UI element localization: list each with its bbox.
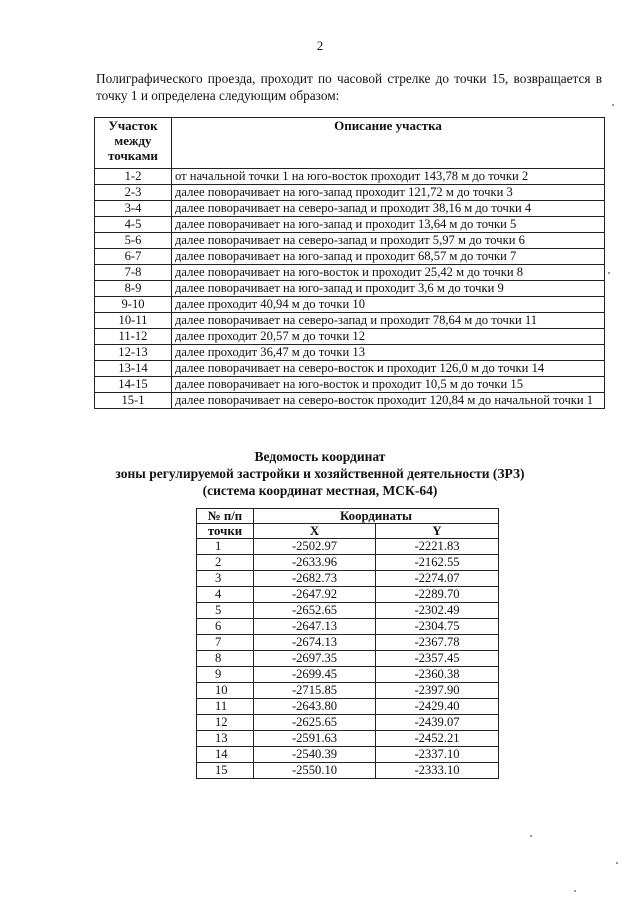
description-cell: далее поворачивает на юго-запад и проходит 3,6 м до точки 9 <box>172 281 605 297</box>
table-row <box>197 619 499 635</box>
table-row <box>197 571 499 587</box>
coordinates-table <box>196 508 499 779</box>
x-coordinate-cell: -2699.45 <box>254 667 376 683</box>
y-coordinate-cell: -2367.78 <box>376 635 499 651</box>
description-cell: далее поворачивает на северо-восток проходит 120,84 м до начальной точки 1 <box>172 393 605 409</box>
table-row <box>95 393 605 409</box>
description-cell: далее поворачивает на северо-восток и проходит 126,0 м до точки 14 <box>172 361 605 377</box>
segment-cell: 10-11 <box>95 313 172 329</box>
scan-speck <box>530 835 532 837</box>
point-number-cell: 12 <box>197 715 254 731</box>
table-row <box>197 603 499 619</box>
table-row <box>95 265 605 281</box>
y-coordinate-cell: -2429.40 <box>376 699 499 715</box>
intro-paragraph: Полиграфического проезда, проходит по часовой стрелке до точки 15, возвращается в точку 1 и определена следующим образом: <box>96 71 602 103</box>
table-row <box>95 377 605 393</box>
description-cell: далее поворачивает на юго-запад и проходит 13,64 м до точки 5 <box>172 217 605 233</box>
segment-cell: 1-2 <box>95 169 172 185</box>
point-number-header: № п/п <box>197 509 254 524</box>
coordinates-title-line3: (система координат местная, МСК-64) <box>202 483 438 498</box>
table-row <box>95 345 605 361</box>
x-coordinate-cell: -2502.97 <box>254 539 376 555</box>
table-row <box>95 249 605 265</box>
table-row <box>95 217 605 233</box>
table-row <box>197 555 499 571</box>
scan-speck <box>616 862 618 864</box>
segment-cell: 4-5 <box>95 217 172 233</box>
scan-speck <box>608 272 610 274</box>
y-coordinate-cell: -2221.83 <box>376 539 499 555</box>
segment-cell: 2-3 <box>95 185 172 201</box>
y-coordinate-cell: -2304.75 <box>376 619 499 635</box>
segment-cell: 13-14 <box>95 361 172 377</box>
table-row <box>197 731 499 747</box>
x-coordinate-cell: -2674.13 <box>254 635 376 651</box>
description-cell: далее поворачивает на юго-восток и проходит 10,5 м до точки 15 <box>172 377 605 393</box>
y-coordinate-cell: -2274.07 <box>376 571 499 587</box>
coordinates-header-row-1 <box>197 509 499 524</box>
page-number: 2 <box>316 38 324 53</box>
description-cell: далее проходит 20,57 м до точки 12 <box>172 329 605 345</box>
description-cell: далее проходит 40,94 м до точки 10 <box>172 297 605 313</box>
y-coordinate-cell: -2162.55 <box>376 555 499 571</box>
y-coordinate-cell: -2357.45 <box>376 651 499 667</box>
segment-cell: 9-10 <box>95 297 172 313</box>
x-coordinate-cell: -2652.65 <box>254 603 376 619</box>
coordinates-title-line1: Ведомость координат <box>254 449 386 464</box>
x-coordinate-cell: -2647.13 <box>254 619 376 635</box>
table-row <box>95 201 605 217</box>
x-coordinate-cell: -2697.35 <box>254 651 376 667</box>
point-number-cell: 5 <box>197 603 254 619</box>
segment-cell: 5-6 <box>95 233 172 249</box>
description-cell: далее поворачивает на северо-запад и проходит 38,16 м до точки 4 <box>172 201 605 217</box>
description-cell: от начальной точки 1 на юго-восток проходит 143,78 м до точки 2 <box>172 169 605 185</box>
segments-table <box>94 117 605 409</box>
point-number-cell: 4 <box>197 587 254 603</box>
description-cell: далее поворачивает на северо-запад и проходит 78,64 м до точки 11 <box>172 313 605 329</box>
table-row <box>197 715 499 731</box>
table-row <box>95 169 605 185</box>
table-row <box>197 651 499 667</box>
table-row <box>197 763 499 779</box>
x-coordinate-cell: -2550.10 <box>254 763 376 779</box>
point-number-cell: 6 <box>197 619 254 635</box>
coordinates-group-header: Координаты <box>254 509 499 524</box>
point-number-cell: 13 <box>197 731 254 747</box>
point-number-cell: 2 <box>197 555 254 571</box>
segment-cell: 12-13 <box>95 345 172 361</box>
y-coordinate-cell: -2452.21 <box>376 731 499 747</box>
x-coordinate-cell: -2540.39 <box>254 747 376 763</box>
x-column-header: X <box>254 524 376 539</box>
description-cell: далее поворачивает на юго-запад проходит 121,72 м до точки 3 <box>172 185 605 201</box>
table-row <box>95 361 605 377</box>
table-row <box>197 635 499 651</box>
table-row <box>197 699 499 715</box>
segment-cell: 8-9 <box>95 281 172 297</box>
table-row <box>197 683 499 699</box>
table-row <box>95 185 605 201</box>
point-number-cell: 11 <box>197 699 254 715</box>
table-row <box>95 329 605 345</box>
y-coordinate-cell: -2333.10 <box>376 763 499 779</box>
segment-cell: 7-8 <box>95 265 172 281</box>
coordinates-header-row-2 <box>197 524 499 539</box>
x-coordinate-cell: -2647.92 <box>254 587 376 603</box>
x-coordinate-cell: -2625.65 <box>254 715 376 731</box>
segments-header-row <box>95 118 605 169</box>
x-coordinate-cell: -2633.96 <box>254 555 376 571</box>
y-coordinate-cell: -2397.90 <box>376 683 499 699</box>
table-row <box>95 297 605 313</box>
x-coordinate-cell: -2682.73 <box>254 571 376 587</box>
description-cell: далее поворачивает на юго-запад и проходит 68,57 м до точки 7 <box>172 249 605 265</box>
segment-column-header: Участок между точками <box>95 118 172 169</box>
scan-speck <box>574 890 576 892</box>
description-column-header: Описание участка <box>172 118 605 169</box>
table-row <box>95 281 605 297</box>
segment-cell: 11-12 <box>95 329 172 345</box>
table-row <box>95 313 605 329</box>
x-coordinate-cell: -2643.80 <box>254 699 376 715</box>
description-cell: далее поворачивает на юго-восток и проходит 25,42 м до точки 8 <box>172 265 605 281</box>
table-row <box>95 233 605 249</box>
x-coordinate-cell: -2715.85 <box>254 683 376 699</box>
point-number-cell: 1 <box>197 539 254 555</box>
point-number-cell: 3 <box>197 571 254 587</box>
table-row <box>197 539 499 555</box>
point-number-cell: 15 <box>197 763 254 779</box>
point-number-cell: 10 <box>197 683 254 699</box>
table-row <box>197 747 499 763</box>
description-cell: далее проходит 36,47 м до точки 13 <box>172 345 605 361</box>
segment-cell: 14-15 <box>95 377 172 393</box>
y-coordinate-cell: -2302.49 <box>376 603 499 619</box>
segment-cell: 15-1 <box>95 393 172 409</box>
y-coordinate-cell: -2439.07 <box>376 715 499 731</box>
table-row <box>197 587 499 603</box>
segment-cell: 6-7 <box>95 249 172 265</box>
point-number-cell: 8 <box>197 651 254 667</box>
y-coordinate-cell: -2360.38 <box>376 667 499 683</box>
point-number-cell: 14 <box>197 747 254 763</box>
y-coordinate-cell: -2289.70 <box>376 587 499 603</box>
point-number-header-2: точки <box>197 524 254 539</box>
y-coordinate-cell: -2337.10 <box>376 747 499 763</box>
x-coordinate-cell: -2591.63 <box>254 731 376 747</box>
segment-cell: 3-4 <box>95 201 172 217</box>
y-column-header: Y <box>376 524 499 539</box>
point-number-cell: 9 <box>197 667 254 683</box>
coordinates-title-line2: зоны регулируемой застройки и хозяйственной деятельности (ЗРЗ) <box>115 466 525 481</box>
point-number-cell: 7 <box>197 635 254 651</box>
scan-speck <box>612 104 614 106</box>
table-row <box>197 667 499 683</box>
description-cell: далее поворачивает на северо-запад и проходит 5,97 м до точки 6 <box>172 233 605 249</box>
